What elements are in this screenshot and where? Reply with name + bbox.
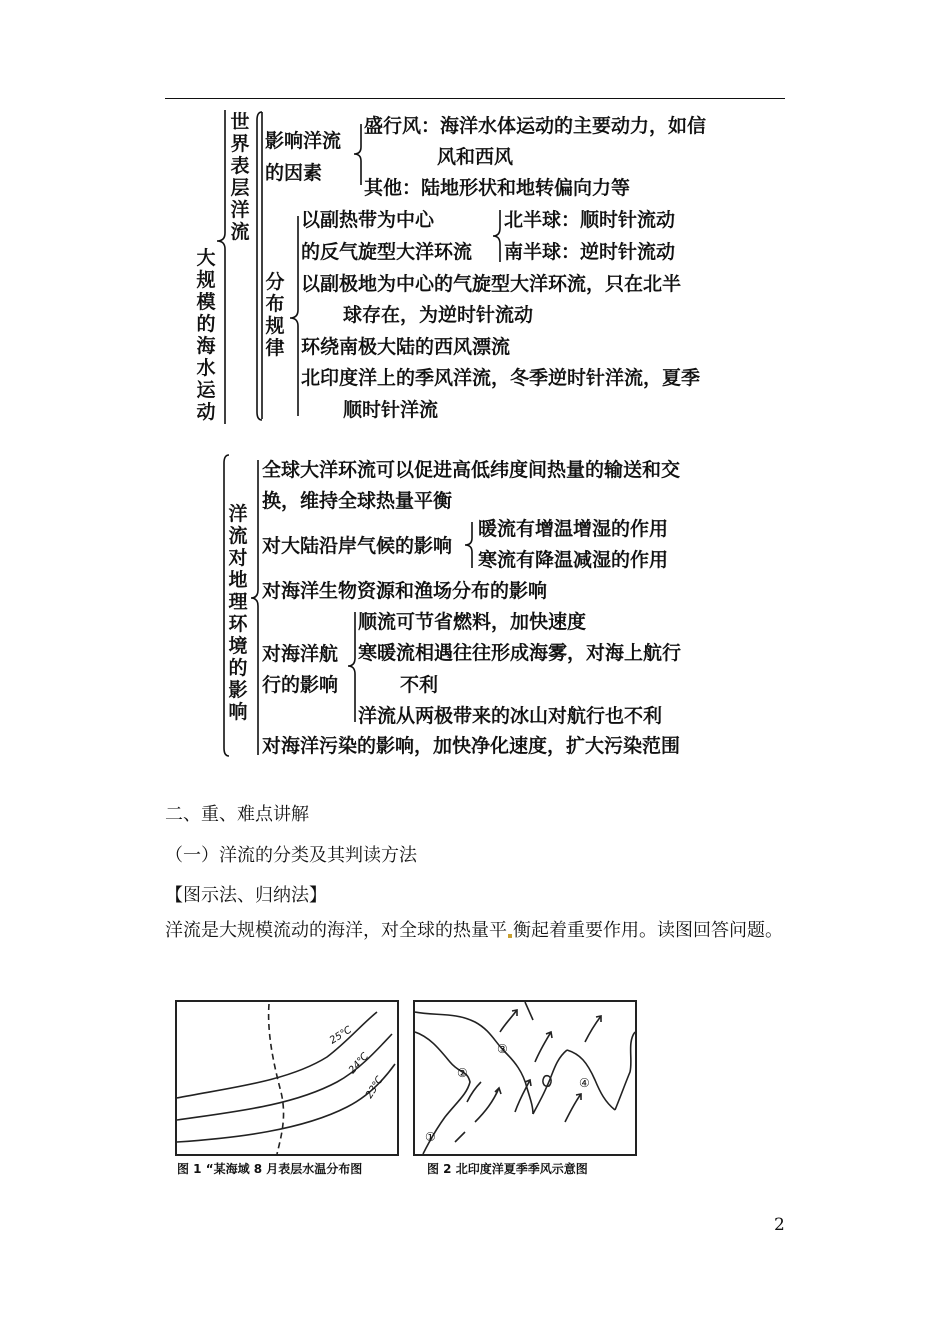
heat-line-2: 换，维持全球热量平衡 bbox=[262, 490, 453, 512]
marker-1: ① bbox=[425, 1130, 436, 1144]
figure-1-water-temperature bbox=[175, 1000, 399, 1156]
coast-bay bbox=[567, 1050, 615, 1110]
impact-root-label: 洋流对地理环境的影响 bbox=[228, 503, 248, 723]
pollution-impact: 对海洋污染的影响，加快净化速度，扩大污染范围 bbox=[262, 735, 681, 757]
monsoon-line-1: 北印度洋上的季风洋流，冬季逆时针洋流，夏季 bbox=[301, 367, 701, 389]
coast-east bbox=[615, 1032, 635, 1110]
arrow-1 bbox=[455, 1132, 465, 1142]
north-hemisphere: 北半球：顺时针流动 bbox=[504, 209, 676, 231]
other-factors: 其他：陆地形状和地转偏向力等 bbox=[364, 177, 631, 199]
climate-label: 对大陆沿岸气候的影响 bbox=[262, 535, 453, 557]
heat-line-1: 全球大洋环流可以促进高低纬度间热量的输送和交 bbox=[262, 459, 681, 481]
figure-2-caption: 图 2 北印度洋夏季季风示意图 bbox=[427, 1162, 588, 1176]
subpolar-line-1: 以副极地为中心的气旋型大洋环流，只在北半 bbox=[301, 273, 682, 295]
nav-label-1: 对海洋航 bbox=[262, 643, 339, 665]
factors-label-2: 的因素 bbox=[265, 162, 323, 184]
marker-3: ③ bbox=[497, 1042, 508, 1056]
nav-item-1: 顺流可节省燃料，加快速度 bbox=[358, 611, 587, 633]
arrow-6 bbox=[585, 1016, 601, 1042]
intro-paragraph bbox=[165, 909, 790, 953]
subtropical-line-2: 的反气旋型大洋环流 bbox=[301, 241, 473, 263]
marker-4: ④ bbox=[579, 1076, 590, 1090]
page-number: 2 bbox=[774, 1215, 785, 1235]
intro-part-2: 衡起着重要作用。读图回答问题。 bbox=[513, 920, 783, 941]
wind-line-1: 盛行风：海洋水体运动的主要动力，如信 bbox=[364, 115, 707, 137]
intro-part-1: 洋流是大规模流动的海洋，对全球的热量平 bbox=[165, 920, 507, 941]
nav-item-2-line-1: 寒暖流相遇往往形成海雾，对海上航行 bbox=[358, 642, 682, 664]
bracket-navigation bbox=[348, 612, 355, 722]
root-label: 大规模的海水运动 bbox=[196, 247, 216, 423]
figure-1-caption: 图 1 “某海域 8 月表层水温分布图 bbox=[177, 1162, 363, 1176]
branch-label: 世界表层洋流 bbox=[230, 111, 250, 243]
factors-label-1: 影响洋流 bbox=[265, 130, 342, 152]
bracket-impact bbox=[251, 460, 258, 755]
arrow-2 bbox=[475, 1088, 499, 1122]
coast-india-east bbox=[533, 1050, 567, 1114]
isotherm-map bbox=[177, 1002, 397, 1154]
section-subheading: （一）洋流的分类及其判读方法 bbox=[165, 845, 417, 866]
arrow-5 bbox=[500, 1010, 517, 1032]
monsoon-map bbox=[415, 1002, 635, 1154]
arrow-3 bbox=[515, 1080, 530, 1112]
fishery-impact: 对海洋生物资源和渔场分布的影响 bbox=[262, 580, 548, 602]
section-heading: 二、重、难点讲解 bbox=[165, 804, 309, 825]
wind-line-2: 风和西风 bbox=[437, 146, 514, 168]
method-label: 【图示法、归纳法】 bbox=[165, 885, 327, 906]
marker-2: ② bbox=[457, 1066, 468, 1080]
river-line bbox=[525, 1002, 533, 1020]
cold-current: 寒流有降温减湿的作用 bbox=[478, 549, 669, 571]
isotherm-label-25: 25℃ bbox=[327, 1024, 355, 1047]
dot-mark-icon bbox=[508, 934, 512, 938]
warm-current: 暖流有增温增湿的作用 bbox=[478, 518, 669, 540]
isotherm-24 bbox=[177, 1034, 392, 1120]
arrow-4 bbox=[535, 1032, 551, 1062]
nav-item-2-line-2: 不利 bbox=[400, 674, 439, 696]
nav-label-2: 行的影响 bbox=[262, 674, 339, 696]
antarctic-drift: 环绕南极大陆的西风漂流 bbox=[301, 336, 511, 358]
distribution-label: 分布规律 bbox=[265, 271, 285, 359]
figure-2-monsoon-map bbox=[413, 1000, 637, 1156]
arrow-7 bbox=[565, 1094, 581, 1122]
subtropical-line-1: 以副热带为中心 bbox=[301, 209, 435, 231]
isotherm-label-24: 24℃ bbox=[346, 1050, 372, 1077]
monsoon-line-2: 顺时针洋流 bbox=[343, 399, 439, 421]
nav-item-3: 洋流从两极带来的冰山对航行也不利 bbox=[358, 705, 663, 727]
isotherm-label-23: 23℃ bbox=[363, 1074, 386, 1101]
south-hemisphere: 南半球：逆时针流动 bbox=[504, 241, 676, 263]
bracket-climate bbox=[465, 522, 472, 568]
subpolar-line-2: 球存在，为逆时针流动 bbox=[343, 304, 534, 326]
coast-north bbox=[415, 1012, 505, 1052]
